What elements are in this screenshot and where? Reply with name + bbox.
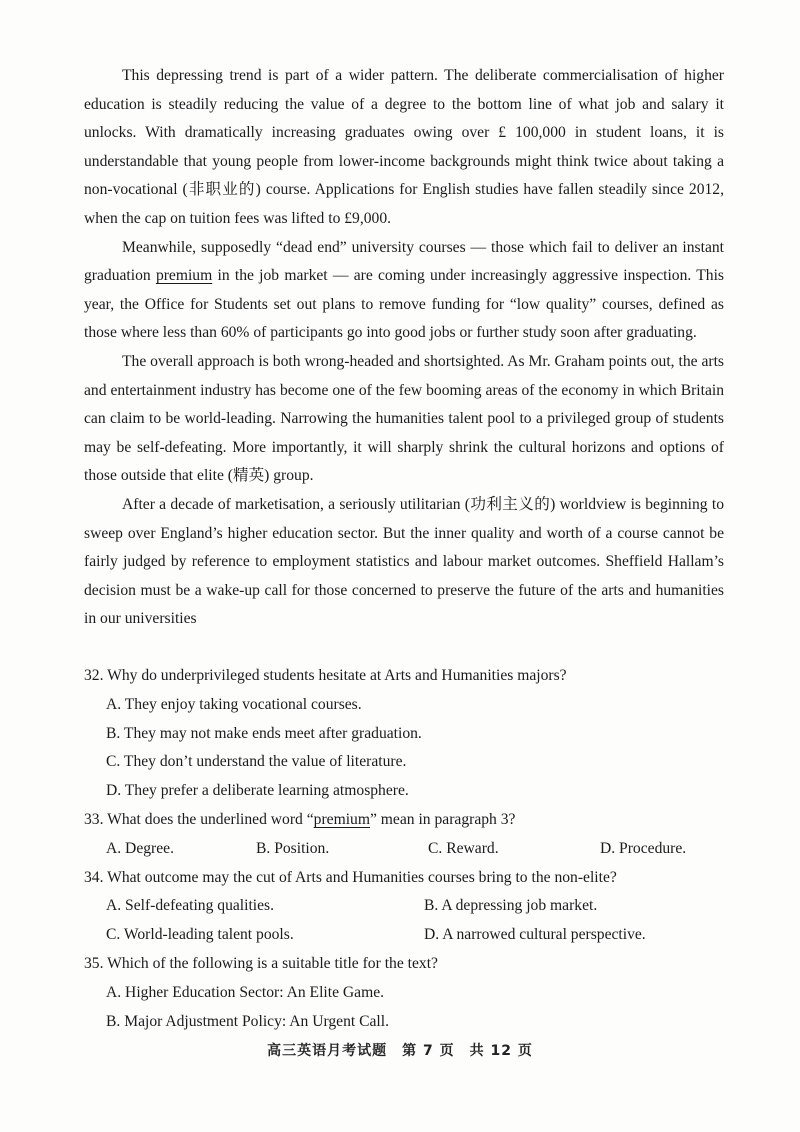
question-32 [84,662,724,806]
question-35-option-b: B. Major Adjustment Policy: An Urgent Call. [106,1012,389,1030]
paragraph-2-part-2: in the job market — are coming under increasingly aggressive inspection. This year, the Office for Students set out plans to remove funding for “low quality” courses, defined as those where less than 60% of participants go into good jobs or further study soon after graduating. [84,267,724,342]
question-33 [84,806,724,864]
question-34-option-c: C. World-leading talent pools. [106,926,294,944]
question-33-option-c: C. Reward. [428,839,499,857]
question-34-option-a: A. Self-defeating qualities. [106,897,275,915]
paragraph-1: This depressing trend is part of a wider pattern. The deliberate commercialisation of higher education is steadily reducing the value of a degree to the bottom line of what job and salary it unlocks. With dramatically increasing graduates owing over £ 100,000 in student loans, it is understandable that young people from lower-income backgrounds might think twice about taking a non-vocational (非职业的) course. Applications for English studies have fallen steadily since 2012, when the cap on tuition fees was lifted to £9,000. [84,67,724,227]
page-footer: 高三英语月考试题 第 7 页 共 12 页 [267,1043,533,1059]
question-33-option-d: D. Procedure. [600,839,687,857]
question-33-underlined-word: premium [313,810,370,828]
paragraph-3: The overall approach is both wrong-headed and shortsighted. As Mr. Graham points out, the arts and entertainment industry has become one of the few booming areas of the economy in which Britain can claim to be world-leading. Narrowing the humanities talent pool to a privileged group of students may be self-defeating. More importantly, it will sharply shrink the cultural horizons and options of those outside that elite (精英) group. [84,352,724,485]
question-32-option-d: D. They prefer a deliberate learning atmosphere. [106,782,409,800]
question-34-options-row-1 [84,892,724,921]
paragraph-4: After a decade of marketisation, a seriously utilitarian (功利主义的) worldview is beginning to sweep over England’s higher education sector. But the inner quality and worth of a course cannot be fairly judged by reference to employment statistics and labour market outcomes. Sheffield Hallam’s decision must be a wake-up call for those concerned to preserve the future of the arts and humanities in our universities [84,495,724,628]
question-32-option-c: C. They don’t understand the value of literature. [106,753,407,771]
paragraph-2-part-1: Meanwhile, supposedly “dead end” university courses — those which fail to deliver an instant graduation [84,238,724,285]
question-33-stem [84,806,724,835]
question-33-stem-before: 33. What does the underlined word “ [84,810,314,828]
question-34 [84,864,724,950]
question-34-stem: 34. What outcome may the cut of Arts and Humanities courses bring to the non-elite? [84,868,617,886]
reading-passage [84,62,724,634]
question-35-option-a: A. Higher Education Sector: An Elite Game. [106,983,385,1001]
question-list [84,662,724,1036]
underlined-word-premium: premium [155,267,213,285]
question-32-option-a: A. They enjoy taking vocational courses. [106,695,362,713]
question-34-options-row-2 [84,921,724,950]
question-33-option-a: A. Degree. [106,839,174,857]
question-35-stem: 35. Which of the following is a suitable title for the text? [84,954,438,972]
question-35 [84,950,724,1036]
question-32-stem: 32. Why do underprivileged students hesitate at Arts and Humanities majors? [84,667,567,684]
question-34-option-d: D. A narrowed cultural perspective. [424,926,646,944]
question-33-option-b: B. Position. [256,839,330,857]
paragraph-2 [84,234,724,348]
question-33-stem-after: ” mean in paragraph 3? [369,810,516,828]
question-35-options [84,979,724,1037]
question-34-option-b: B. A depressing job market. [424,897,598,915]
question-32-options [84,691,724,806]
question-32-option-b: B. They may not make ends meet after graduation. [106,724,422,742]
question-33-options [84,835,724,864]
